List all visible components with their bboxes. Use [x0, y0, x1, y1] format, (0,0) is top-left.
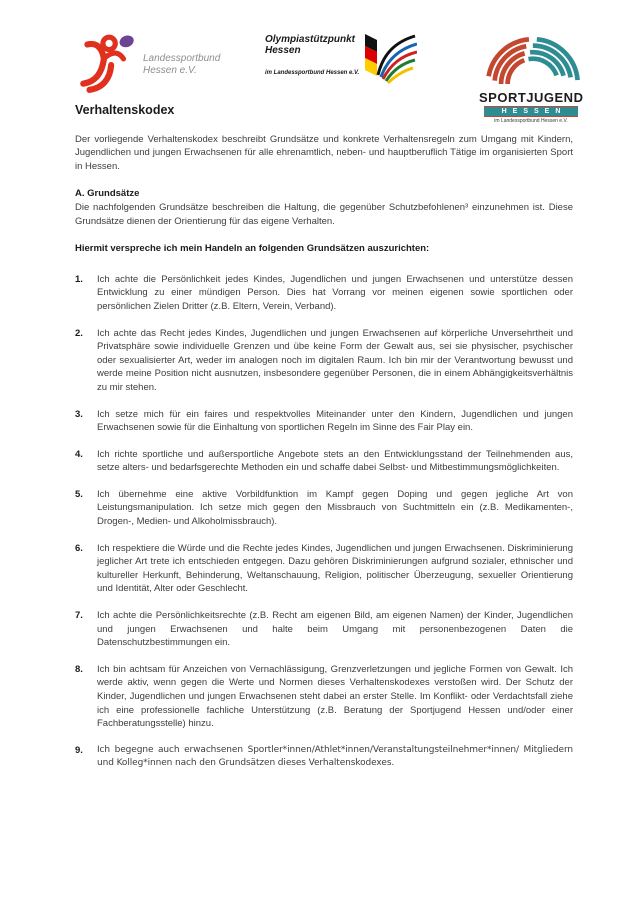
item-text: Ich achte die Persönlichkeitsrechte (z.B. Recht am eigenen Bild, am eigenen Namen) der Kinder, Jugendlichen und jungen Erwachsenen und halte beim Umgang mit personenbezogenen Daten die Datenschutzbestimmungen ein.	[97, 610, 573, 649]
principles-list	[75, 273, 573, 771]
item-number: 5.	[75, 488, 83, 500]
item-number: 4.	[75, 448, 83, 460]
item-number: 9.	[75, 744, 83, 756]
list-item	[75, 408, 573, 435]
item-text: Ich achte das Recht jedes Kindes, Jugendlichen und jungen Erwachsenen auf körperliche Unversehrtheit und Privatsphäre sowie individuelle Grenzen und übe keine Form der Gewalt aus, sei sie physischer, psychischer oder sexualisierter Art, weder im analogen noch im digitalen Raum. Ich bin mir der Verantwortung bewusst und werde meine Position nicht ausnutzen, insbesondere gegenüber Personen, die in einem Abhängigkeitsverhältnis zu mir stehen.	[97, 327, 573, 393]
sportjugend-logo-region: HESSEN	[484, 106, 578, 117]
item-text: Ich respektiere die Würde und die Rechte jedes Kindes, Jugendlichen und jungen Erwachsenen. Diskriminierung jeglicher Art trete ich entschieden entgegen. Dazu gehören Diskriminierungen aufgrund sozialer, ethnischer und kultureller Herkunft, Behinderung, Weltanschauung, Religion, politischer Überzeugung, sexueller Orientierung und Identität, Alter oder Geschlecht.	[97, 542, 573, 595]
list-item	[75, 273, 573, 314]
osp-logo-line1: Olympiastützpunkt	[265, 34, 356, 45]
item-text: Ich übernehme eine aktive Vorbildfunktion im Kampf gegen Doping und gegen jegliche Art von Leistungsmanipulation. Ich setze mich gegen den Missbrauch von Suchtmitteln ein (z.B. Medikamenten-, Drogen-, Medien- und Alkoholmissbrauch).	[97, 488, 573, 528]
list-item	[75, 488, 573, 529]
item-number: 7.	[75, 610, 83, 622]
lsb-logo-line1: Landessportbund	[143, 52, 221, 64]
section-a-heading: A. Grundsätze	[75, 188, 140, 200]
intro-paragraph: Der vorliegende Verhaltenskodex beschreibt Grundsätze und konkrete Verhaltensregeln zum Umgang mit Kindern, Jugendlichen und jungen Erwachsenen für alle ehrenamtlich, neben- und hauptberuflich Tätige im organisierten Sport in Hessen.	[75, 133, 573, 172]
list-item	[75, 327, 573, 395]
sportjugend-logo-name: SPORTJUGEND	[479, 90, 584, 105]
section-a-body: Die nachfolgenden Grundsätze beschreiben die Haltung, die gegenüber Schutzbefohlenen³ einzunehmen ist. Diese Grundsätze dienen der Orientierung für das eigene Verhalten.	[75, 201, 573, 227]
list-item	[75, 663, 573, 731]
item-text: Ich richte sportliche und außersportliche Angebote stets an den Entwicklungsstand der Teilnehmenden aus, setze alters- und bedarfsgerechte Methoden ein und schaffe dabei Selbst- und Mitbestimmungsmöglichkeiten.	[97, 448, 573, 474]
olympiastuetzpunkt-logo	[265, 34, 417, 95]
item-text: Ich setze mich für ein faires und respektvolles Miteinander unter den Kindern, Jugendlichen und jungen Erwachsenen sowie für die Einhaltung von sportlichen Regeln im Sinne des Fair Play ein.	[97, 408, 573, 434]
osp-logo-line2: Hessen	[265, 45, 301, 56]
list-item	[75, 744, 573, 771]
list-item	[75, 448, 573, 475]
list-item	[75, 542, 573, 596]
page-title: Verhaltenskodex	[75, 103, 175, 117]
item-number: 6.	[75, 542, 83, 554]
lsb-runner-figure-icon	[75, 30, 137, 99]
item-text: Ich begegne auch erwachsenen Sportler*innen/Athlet*innen/Veranstaltungsteilnehmer*innen/ Mitgliedern und Kolleg*innen nach den Grundsätzen dieses Verhaltenskodexes.	[97, 744, 573, 769]
lsb-logo-text	[143, 53, 220, 77]
item-number: 1.	[75, 273, 83, 285]
list-item	[75, 609, 573, 650]
sportjugend-arcs-icon	[479, 71, 583, 88]
osp-logo-subline: im Landessportbund Hessen e.V.	[265, 70, 360, 76]
document-content	[75, 104, 573, 784]
item-number: 8.	[75, 663, 83, 675]
osp-flag-swoosh-icon	[365, 34, 417, 95]
landessportbund-logo	[75, 30, 220, 99]
lsb-logo-line2: Hessen e.V.	[143, 64, 197, 76]
item-number: 3.	[75, 408, 83, 420]
sportjugend-logo-subline: im Landessportbund Hessen e.V.	[494, 118, 568, 124]
item-text: Ich achte die Persönlichkeit jedes Kindes, Jugendlichen und jungen Erwachsenen und unterstütze dessen Entwicklung zu einer mündigen Person. Dies hat Vorrang vor meinen eigenen sowie sportlichen oder persönlichen Zielen Dritter (z.B. Eltern, Verein, Verband).	[97, 273, 573, 312]
item-number: 2.	[75, 327, 83, 339]
osp-logo-text	[265, 34, 361, 95]
item-text: Ich bin achtsam für Anzeichen von Vernachlässigung, Grenzverletzungen und jegliche Formen von Gewalt. Ich werde aktiv, wenn gegen die Werte und Normen dieses Verhaltenskodexes verstoßen wird. Der Schutz der Kinder, Jugendlichen und jungen Erwachsenen steht dabei an erster Stelle. Im Konflikt- oder Verdachtsfall ziehe ich eine professionelle fachliche Unterstützung (z.B. Beratung der Sportjugend Hessen und/oder einer Fachberatungsstelle) hinzu.	[97, 663, 573, 730]
promise-heading: Hiermit verspreche ich mein Handeln an folgenden Grundsätzen auszurichten:	[75, 243, 430, 255]
